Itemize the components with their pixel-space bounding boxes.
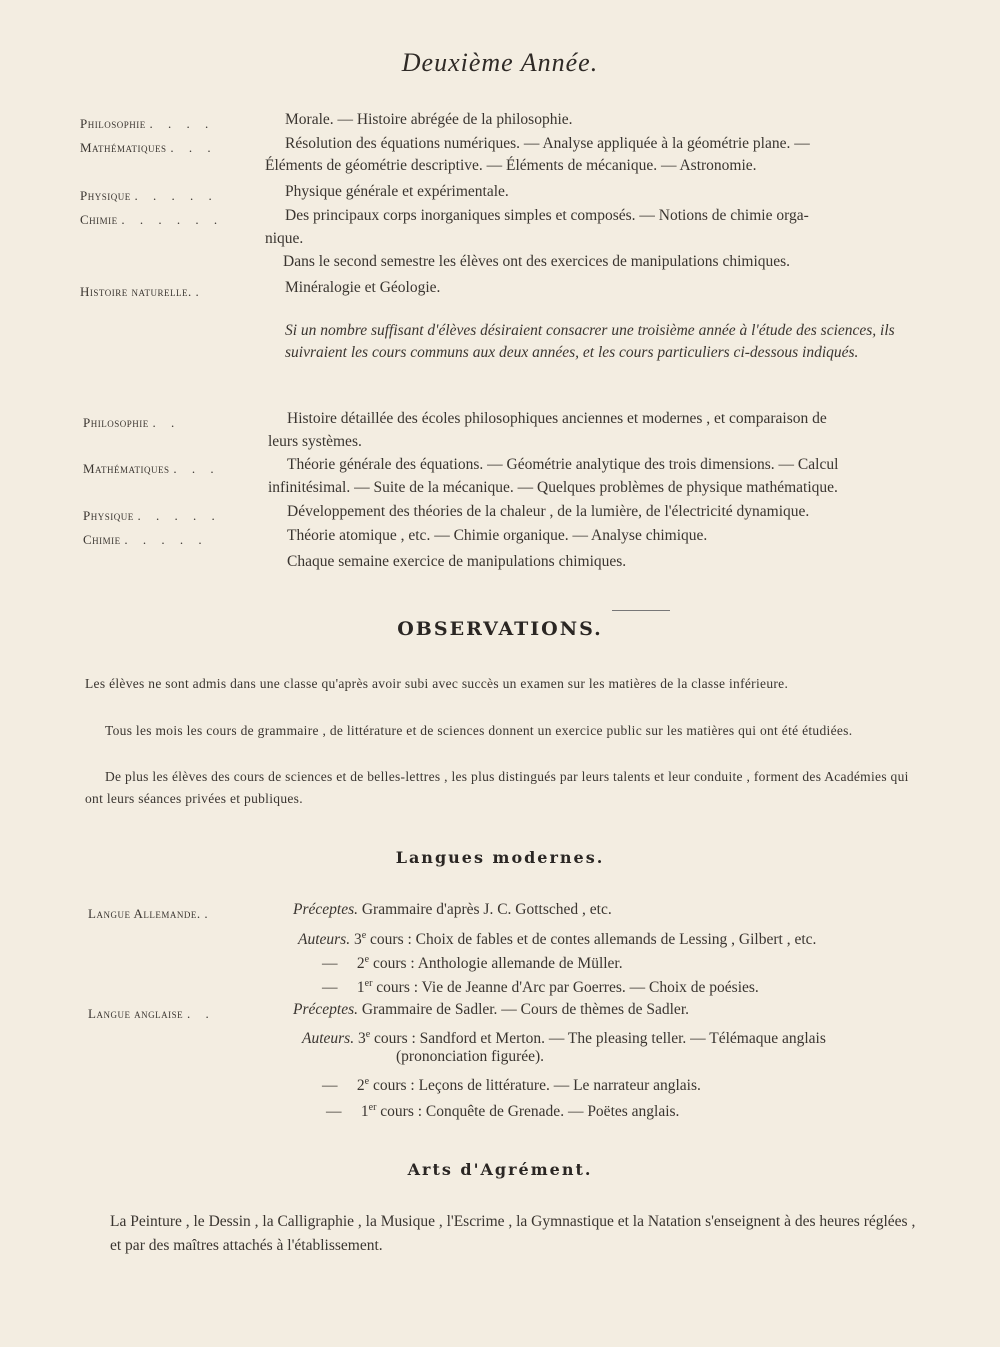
text-chimie-3: Dans le second semestre les élèves ont des exercices de manipulations chimiques. <box>283 253 791 270</box>
arts-text: La Peinture , le Dessin , la Calligraphie , la Musique , l'Escrime , la Gymnastique et la Natation s'enseignent à des heures réglées , et par des maîtres attachés à l'établissement. <box>110 1213 916 1254</box>
label-physique-3: Physique . . . . . <box>83 508 221 523</box>
text-philosophie-3-1: Histoire détaillée des écoles philosophiques anciennes et modernes , et comparaison de <box>287 410 827 427</box>
text-physique: Physique générale et expérimentale. <box>285 183 509 200</box>
text-chimie-3-1: Théorie atomique , etc. — Chimie organique. — Analyse chimique. <box>287 527 708 544</box>
text-philosophie-3-2: leurs systèmes. <box>268 433 362 450</box>
anglaise-preceptes: Préceptes. Grammaire de Sadler. — Cours de thèmes de Sadler. <box>293 1001 689 1018</box>
anglaise-cours-1: — 1er cours : Conquête de Grenade. — Poëtes anglais. <box>326 1102 680 1121</box>
text-chimie-2: nique. <box>265 230 304 247</box>
page-title: Deuxième Année. <box>401 48 599 77</box>
text-mathematiques-2: Éléments de géométrie descriptive. — Éléments de mécanique. — Astronomie. <box>265 157 757 174</box>
label-chimie-3: Chimie . . . . . <box>83 532 208 547</box>
anglaise-cours-3-cont: (prononciation figurée). <box>396 1048 545 1065</box>
allemande-cours-2: — 2e cours : Anthologie allemande de Müller. <box>322 954 623 973</box>
allemande-preceptes: Préceptes. Grammaire d'après J. C. Gottsched , etc. <box>293 901 612 918</box>
observations-p1: Les élèves ne sont admis dans une classe qu'après avoir subi avec succès un examen sur les matières de la classe inférieure. <box>85 676 789 691</box>
allemande-cours-3: Auteurs. 3e cours : Choix de fables et de contes allemands de Lessing , Gilbert , etc. <box>298 930 817 949</box>
text-mathematiques-3-2: infinitésimal. — Suite de la mécanique. — Quelques problèmes de physique mathématique. <box>268 479 838 496</box>
label-chimie: Chimie . . . . . . <box>80 212 224 227</box>
anglaise-cours-2: — 2e cours : Leçons de littérature. — Le narrateur anglais. <box>322 1076 701 1095</box>
arts-heading: Arts d'Agrément. <box>407 1160 593 1179</box>
label-philosophie-3: Philosophie . . <box>83 415 181 430</box>
text-mathematiques-3-1: Théorie générale des équations. — Géométrie analytique des trois dimensions. — Calcul <box>287 456 839 473</box>
text-mathematiques-1: Résolution des équations numériques. — Analyse appliquée à la géométrie plane. — <box>285 135 810 152</box>
langues-heading: Langues modernes. <box>395 848 605 867</box>
label-physique: Physique . . . . . <box>80 188 218 203</box>
label-langue-anglaise: Langue anglaise . . <box>88 1006 215 1021</box>
decorative-stroke <box>612 610 670 611</box>
text-chimie-3-2: Chaque semaine exercice de manipulations chimiques. <box>287 553 627 570</box>
text-chimie-1: Des principaux corps inorganiques simples et composés. — Notions de chimie orga- <box>285 207 809 224</box>
third-year-note: Si un nombre suffisant d'élèves désiraient consacrer une troisième année à l'étude des sciences, ils suivraient les cours communs aux deux années, et les cours particuliers ci-dessous indiqués. <box>285 322 895 361</box>
label-philosophie: Philosophie . . . . <box>80 116 215 131</box>
label-mathematiques: Mathématiques . . . <box>80 140 217 155</box>
anglaise-cours-3: Auteurs. 3e cours : Sandford et Merton. — The pleasing teller. — Télémaque anglais <box>302 1029 826 1048</box>
text-physique-3: Développement des théories de la chaleur , de la lumière, de l'électricité dynamique. <box>287 503 810 520</box>
label-mathematiques-3: Mathématiques . . . <box>83 461 220 476</box>
text-histoire-naturelle: Minéralogie et Géologie. <box>285 279 441 296</box>
text-philosophie: Morale. — Histoire abrégée de la philosophie. <box>285 111 573 128</box>
label-langue-allemande: Langue Allemande. . <box>88 906 214 921</box>
allemande-cours-1: — 1er cours : Vie de Jeanne d'Arc par Goerres. — Choix de poésies. <box>322 978 759 997</box>
observations-heading: OBSERVATIONS. <box>397 618 603 640</box>
observations-p2: Tous les mois les cours de grammaire , de littérature et de sciences donnent un exercice public sur les matières qui ont été étudiées. <box>105 723 853 738</box>
observations-p3: De plus les élèves des cours de sciences et de belles-lettres , les plus distingués par leurs talents et leur conduite , forment des Académies qui ont leurs séances privées et publiques. <box>85 769 909 806</box>
label-histoire-naturelle: Histoire naturelle. . <box>80 284 205 299</box>
